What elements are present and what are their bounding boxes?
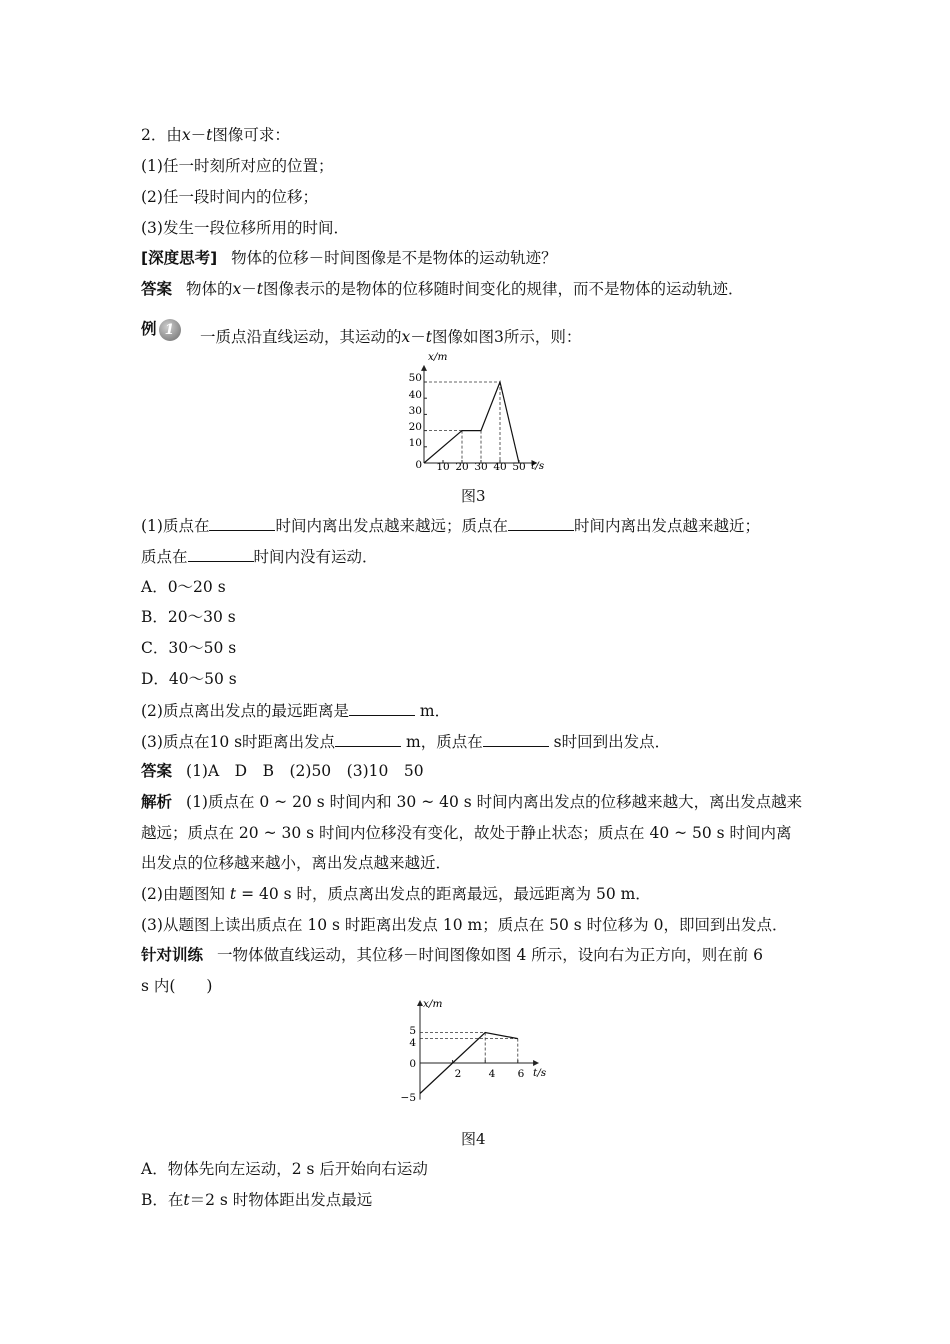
analysis-label: 解析: [141, 793, 173, 811]
training-text: 一物体做直线运动，其位移－时间图像如图 4 所示，设向右为正方向，则在前 6: [217, 946, 764, 964]
fig4-axes: [420, 1001, 538, 1100]
fig4-y-tick: −5: [400, 1092, 416, 1104]
option-a: A．0～20 s: [141, 578, 226, 596]
training-stem: [141, 944, 763, 966]
answer-blank: [483, 730, 549, 747]
fig4-y-axis-label: x/m: [423, 998, 443, 1010]
analysis-line: 越远；质点在 20 ~ 30 s 时间内位移没有变化，故处于静止状态；质点在 40 ~ 50 s 时间内离: [141, 824, 792, 842]
fig3-y-tick: 50: [408, 372, 422, 384]
answer-text: 物体的: [186, 280, 233, 298]
training-option-a: A．物体先向左运动，2 s 后开始向右运动: [141, 1160, 428, 1178]
example1-stem: [200, 326, 581, 348]
figure-4-chart: [395, 995, 555, 1120]
fig3-ticks: [409, 351, 545, 473]
fig4-x-tick: 4: [488, 1068, 496, 1080]
deep-thinking-question: [141, 247, 557, 269]
answer-label: 答案: [141, 280, 173, 298]
answer-blank: [508, 514, 574, 531]
var-t: t: [425, 328, 433, 346]
q3-text: s时回到出发点．: [553, 733, 671, 751]
question-2: [141, 699, 450, 722]
fig4-x-tick: 2: [454, 1068, 462, 1080]
var-t: t: [256, 280, 264, 298]
dash: －: [410, 328, 426, 346]
answer-blank: [349, 699, 415, 716]
analysis-line: [141, 883, 651, 905]
fig3-y-tick: 30: [408, 405, 422, 417]
q3-text: m，质点在: [406, 733, 483, 751]
dash: －: [241, 280, 257, 298]
fig3-x-tick: 20: [455, 461, 469, 473]
analysis-line: 出发点的位移越来越小，离出发点越来越近．: [141, 854, 452, 872]
section2-item: (1)任一时刻所对应的位置；: [141, 157, 334, 175]
q2-text: m．: [419, 702, 451, 720]
figure-3-caption: 图3: [461, 487, 486, 505]
question-1-cont: [141, 545, 378, 568]
var-x: x: [232, 280, 242, 298]
fig3-y-tick: 10: [408, 437, 422, 449]
analysis-line: (3)从题图上读出质点在 10 s 时距离出发点 10 m；质点在 50 s 时位移为 0，即回到出发点．: [141, 916, 788, 934]
question-3: [141, 730, 670, 753]
var-x: x: [181, 126, 191, 144]
q2-text: (2)质点离出发点的最远距离是: [141, 702, 349, 720]
section2-heading: [141, 124, 290, 146]
example-label: 例: [141, 320, 157, 338]
var-t: t: [229, 885, 237, 903]
fig4-ticks: [401, 998, 547, 1104]
training-option-b: [141, 1189, 372, 1211]
q3-text: (3)质点在10 s时距离出发点: [141, 733, 336, 751]
fig3-series-line: [424, 382, 519, 463]
answer-blank: [209, 514, 275, 531]
stem-text: 一质点沿直线运动，其运动的: [200, 328, 402, 346]
answer-blank: [188, 545, 254, 562]
deep-thinking-label: [深度思考]: [141, 249, 218, 267]
heading-text: 2．由: [141, 126, 182, 144]
example1-label: [141, 318, 181, 341]
option-b: B．20～30 s: [141, 608, 236, 626]
analysis-text: = 40 s 时，质点离出发点的距离最远，最远距离为 50 m．: [241, 885, 651, 903]
q1-text: 时间内离出发点越来越近；: [573, 517, 760, 535]
figure-3-chart: [400, 350, 560, 475]
stem-text-end: 图像如图3所示，则：: [432, 328, 582, 346]
deep-thinking-text: 物体的位移－时间图像是不是物体的运动轨迹？: [231, 249, 557, 267]
question-1: [141, 514, 760, 537]
q1-text: 时间内离出发点越来越远；质点在: [275, 517, 508, 535]
var-t: t: [206, 126, 213, 144]
option-text: B．在: [141, 1191, 184, 1209]
q1-text: (1)质点在: [141, 517, 210, 535]
fig3-x-tick: 40: [493, 461, 507, 473]
var-t: t: [183, 1191, 190, 1209]
example-number-badge: 1: [159, 319, 181, 341]
answer-text-end: 图像表示的是物体的位移随时间变化的规律，而不是物体的运动轨迹．: [263, 280, 744, 298]
option-text: ＝2 s 时物体距出发点最远: [189, 1191, 373, 1209]
fig3-y-axis-label: x/m: [428, 351, 448, 363]
training-stem-cont: s 内( ): [141, 977, 213, 995]
fig4-x-axis-label: t/s: [533, 1067, 547, 1079]
answer-text: (1)A D B (2)50 (3)10 50: [186, 762, 424, 780]
example1-answer: [141, 760, 424, 782]
heading-text-end: 图像可求：: [212, 126, 290, 144]
analysis-line: [141, 791, 802, 813]
fig3-guides: [424, 382, 500, 463]
training-label: 针对训练: [141, 946, 204, 964]
answer-blank: [335, 730, 401, 747]
fig4-y-tick: 4: [409, 1037, 416, 1049]
option-c: C．30～50 s: [141, 639, 237, 657]
analysis-text: (2)由题图知: [141, 885, 225, 903]
fig3-x-tick: 30: [474, 461, 488, 473]
fig3-y-tick: 20: [408, 421, 422, 433]
dash: －: [190, 126, 207, 144]
fig3-series: [424, 382, 519, 463]
fig4-origin-label: 0: [409, 1058, 416, 1070]
answer-label: 答案: [141, 762, 173, 780]
fig3-y-tick: 40: [408, 389, 422, 401]
fig3-x-axis-label: t/s: [531, 460, 545, 472]
fig3-x-tick: 10: [436, 461, 450, 473]
q1-text: 质点在: [141, 548, 188, 566]
section2-item: (2)任一段时间内的位移；: [141, 188, 318, 206]
analysis-text: (1)质点在 0 ~ 20 s 时间内和 30 ~ 40 s 时间内离出发点的位移越来越大，离出发点越来: [186, 793, 803, 811]
fig4-y-tick: 5: [409, 1025, 416, 1037]
figure-4-caption: 图4: [461, 1130, 486, 1148]
fig3-origin-label: 0: [415, 459, 422, 471]
deep-thinking-answer: [141, 278, 744, 300]
section2-item: (3)发生一段位移所用的时间．: [141, 219, 349, 237]
q1-text: 时间内没有运动．: [253, 548, 378, 566]
fig4-x-tick: 6: [517, 1068, 525, 1080]
option-d: D．40～50 s: [141, 670, 237, 688]
var-x: x: [401, 328, 411, 346]
fig3-x-tick: 50: [512, 461, 526, 473]
